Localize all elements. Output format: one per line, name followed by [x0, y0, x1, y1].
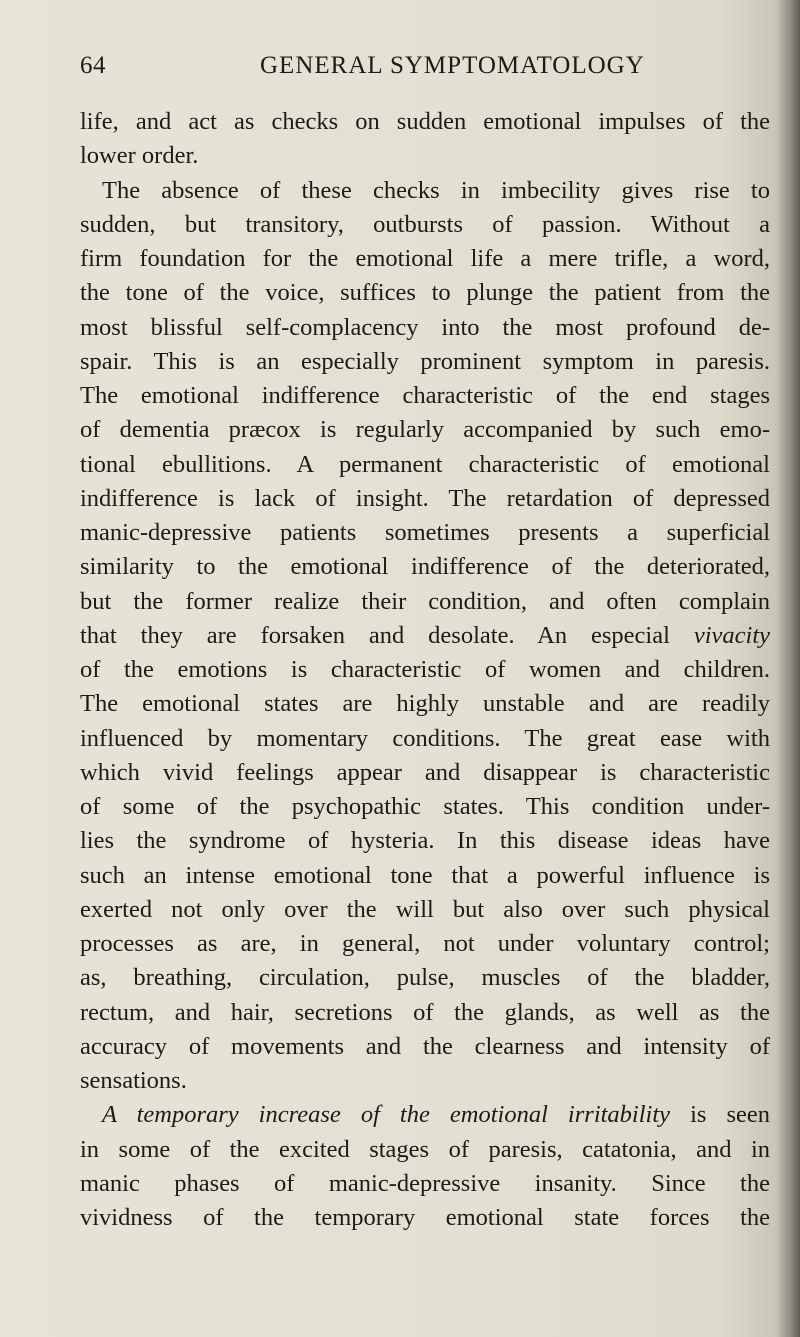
- text-line: [80, 1167, 770, 1201]
- text-run: vividness of the temporary emotional state forces the: [80, 1204, 770, 1231]
- text-line: [80, 174, 770, 208]
- text-run: of some of the psychopathic states. This condition under-: [80, 793, 770, 820]
- body-text: [80, 105, 770, 1235]
- text-line: [80, 790, 770, 824]
- text-line: [80, 276, 770, 310]
- running-head: GENERAL SYMPTOMATOLOGY: [260, 52, 645, 79]
- text-line: [80, 1201, 770, 1235]
- text-line: [80, 996, 770, 1030]
- text-run: accuracy of movements and the clearness and intensity of: [80, 1032, 770, 1060]
- text-line: [80, 585, 770, 619]
- italic-text: vivacity: [693, 621, 770, 649]
- text-line: [80, 653, 770, 687]
- text-run: manic phases of manic-depressive insanity. Since the: [80, 1169, 770, 1197]
- text-run: as, breathing, circulation, pulse, muscles of the bladder,: [80, 964, 770, 992]
- text-run: lies the syndrome of hysteria. In this disease ideas have: [80, 827, 770, 855]
- text-line: [80, 722, 770, 756]
- text-line: [80, 311, 770, 345]
- text-run: manic-depressive patients sometimes presents a superficial: [80, 519, 770, 546]
- text-run: that they are forsaken and desolate. An especial: [80, 621, 694, 649]
- text-run: firm foundation for the emotional life a mere trifle, a word,: [80, 245, 770, 272]
- text-run: most blissful self-complacency into the most profound de-: [80, 313, 770, 341]
- text-line: [80, 859, 770, 893]
- text-run: lower order.: [80, 142, 199, 170]
- text-run: sensations.: [80, 1067, 187, 1094]
- text-run: in some of the excited stages of paresis, catatonia, and in: [80, 1135, 770, 1163]
- page-number: 64: [80, 52, 106, 79]
- text-line: [80, 687, 770, 721]
- text-line: [80, 345, 770, 379]
- text-run: similarity to the emotional indifference of the deteriorated,: [80, 553, 770, 581]
- text-line: [80, 927, 770, 961]
- text-line: [80, 1133, 770, 1167]
- text-run: tional ebullitions. A permanent characteristic of emotional: [80, 450, 770, 478]
- text-line: [80, 242, 770, 276]
- text-line: [80, 105, 770, 139]
- text-line: [80, 824, 770, 858]
- text-line: [80, 516, 770, 550]
- text-run: the tone of the voice, suffices to plunge the patient from the: [80, 279, 770, 307]
- text-run: processes as are, in general, not under voluntary control;: [80, 930, 770, 957]
- text-run: such an intense emotional tone that a powerful influence is: [80, 861, 770, 889]
- text-line: [80, 961, 770, 995]
- text-run: which vivid feelings appear and disappear is characteristic: [80, 758, 770, 786]
- text-run: The emotional indifference characteristic of the end stages: [80, 382, 770, 409]
- text-run: rectum, and hair, secretions of the glands, as well as the: [80, 998, 770, 1026]
- text-line: [80, 208, 770, 242]
- text-line: [80, 619, 770, 653]
- text-line: [80, 379, 770, 413]
- text-run: indifference is lack of insight. The retardation of depressed: [80, 484, 770, 512]
- text-run: sudden, but transitory, outbursts of passion. Without a: [80, 210, 770, 238]
- text-run: of dementia præcox is regularly accompanied by such emo-: [80, 416, 770, 444]
- text-run: but the former realize their condition, and often complain: [80, 587, 770, 615]
- text-run: exerted not only over the will but also over such physical: [80, 895, 770, 923]
- text-run: of the emotions is characteristic of women and children.: [80, 656, 770, 683]
- text-line: [80, 139, 770, 173]
- text-run: is seen: [670, 1101, 770, 1129]
- page-edge-shadow: [776, 0, 800, 1337]
- text-line: [80, 1098, 770, 1132]
- text-run: The emotional states are highly unstable and are readily: [80, 690, 770, 718]
- text-run: The absence of these checks in imbecility gives rise to: [102, 176, 770, 204]
- page-header: [80, 52, 770, 84]
- text-line: [80, 1064, 770, 1098]
- text-line: [80, 482, 770, 516]
- text-run: influenced by momentary conditions. The great ease with: [80, 724, 770, 752]
- text-run: spair. This is an especially prominent symptom in paresis.: [80, 347, 770, 375]
- text-line: [80, 550, 770, 584]
- text-line: [80, 756, 770, 790]
- text-line: [80, 893, 770, 927]
- italic-text: A temporary increase of the emotional irritability: [102, 1101, 671, 1129]
- text-line: [80, 448, 770, 482]
- text-line: [80, 1030, 770, 1064]
- text-run: life, and act as checks on sudden emotional impulses of the: [80, 108, 770, 135]
- text-line: [80, 413, 770, 447]
